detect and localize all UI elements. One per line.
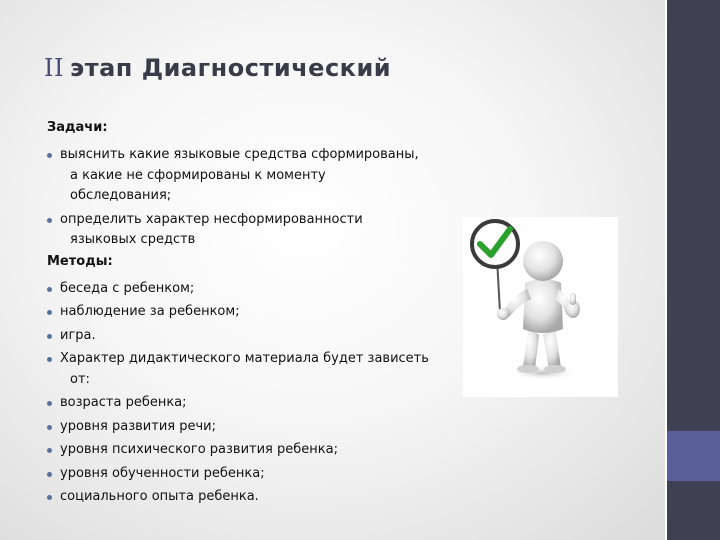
sidebar-accent-block [667,431,720,481]
list-item: игра. [47,326,442,347]
bullet-icon [47,357,52,362]
list-item: возраста ребенка; [47,393,442,414]
bullet-icon [47,425,52,430]
title-text: этап Диагностический [69,54,392,82]
bullet-icon [47,310,52,315]
list-item: наблюдение за ребенком; [47,302,442,323]
bullet-icon [47,287,52,292]
list-item: социального опыта ребенка. [47,487,442,508]
bullet-icon [47,153,52,158]
list-item: выяснить какие языковые средства сформированы, а какие не сформированы к моменту обследования; [47,145,442,207]
bullet-icon [47,448,52,453]
slide-content [47,120,442,511]
list-item: уровня развития речи; [47,417,442,438]
tasks-heading: Задачи: [47,120,108,135]
slide-title [44,54,391,82]
bullet-icon [47,472,52,477]
bullet-icon [47,495,52,500]
list-item: уровня обученности ребенка; [47,464,442,485]
methods-heading: Методы: [47,253,113,269]
bullet-icon [47,334,52,339]
list-item: определить характер несформированности языковых средств [47,210,442,251]
bullet-icon [47,218,52,223]
bullet-icon [47,401,52,406]
list-item: уровня психического развития ребенка; [47,440,442,461]
list-item: Характер дидактического материала будет зависеть от: [47,349,442,390]
list-item: беседа с ребенком; [47,279,442,300]
title-numeral: II [44,54,64,82]
person-with-checkmark-sign-icon [463,217,618,397]
